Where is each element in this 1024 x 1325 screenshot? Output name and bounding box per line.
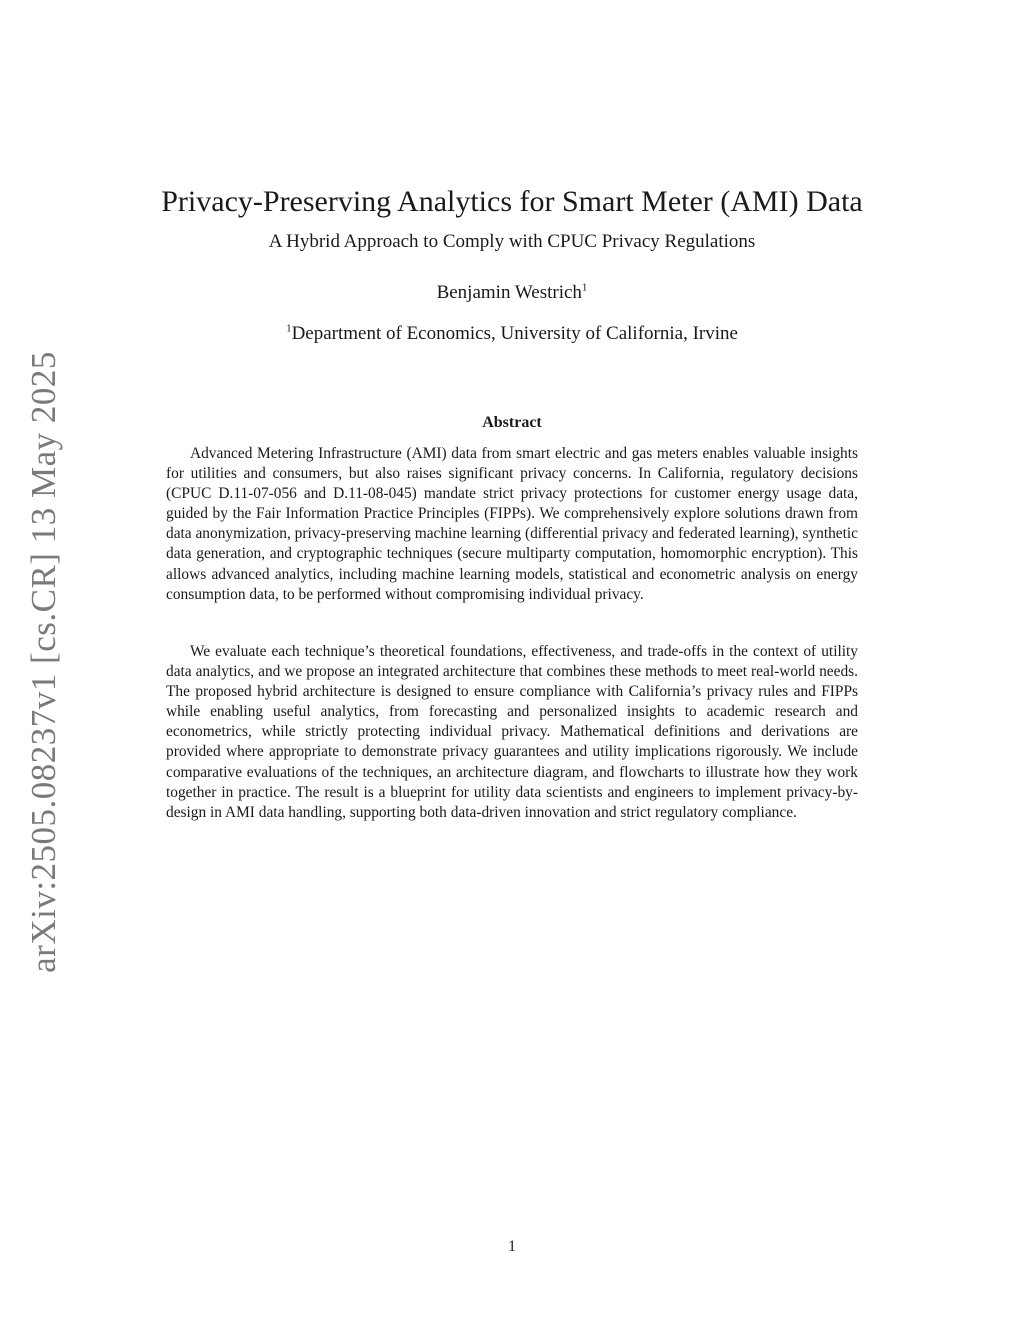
author-affiliation-mark: 1 xyxy=(581,281,588,294)
abstract-heading: Abstract xyxy=(482,414,542,431)
abstract-paragraph: We evaluate each technique’s theoretical foundations, effectiveness, and trade-offs in the context of utility data analytics, and we propose an integrated architecture that combines these methods to meet real-world needs. The proposed hybrid architecture is designed to ensure compliance with California’s privacy rules and FIPPs while enabling useful analytics, from forecasting and personalized insights to academic research and econometrics, while strictly protecting individual privacy. Mathematical definitions and derivations are provided where appropriate to demonstrate privacy guarantees and utility implications rigorously. We include comparative evaluations of the techniques, an architecture diagram, and flowcharts to illustrate how they work together in practice. The result is a blueprint for utility data scientists and engineers to implement privacy-by-design in AMI data handling, supporting both data-driven innovation and strict regulatory compliance. xyxy=(166,643,858,821)
affiliation-mark: 1 xyxy=(286,322,292,335)
affiliation-line xyxy=(0,322,1024,346)
abstract-paragraph: Advanced Metering Infrastructure (AMI) data from smart electric and gas meters enables valuable insights for utilities and consumers, but also raises significant privacy concerns. In California, regulatory decisions (CPUC D.11-07-056 and D.11-08-045) mandate strict privacy protections for customer energy usage data, guided by the Fair Information Practice Principles (FIPPs). We comprehensively explore solutions drawn from data anonymization, privacy-preserving machine learning (differential privacy and federated learning), synthetic data generation, and cryptographic techniques (secure multiparty computation, homomorphic encryption). This allows advanced analytics, including machine learning models, statistical and econometric analysis on energy consumption data, to be performed without compromising individual privacy. xyxy=(166,445,858,603)
page-number: 1 xyxy=(508,1238,516,1255)
paper-title: Privacy-Preserving Analytics for Smart Meter (AMI) Data xyxy=(161,185,863,218)
affiliation-text: Department of Economics, University of California, Irvine xyxy=(291,323,738,344)
arxiv-identifier-stamp: arXiv:2505.08237v1 [cs.CR] 13 May 2025 xyxy=(24,351,63,973)
author-name: Benjamin Westrich xyxy=(436,282,582,303)
paper-subtitle: A Hybrid Approach to Comply with CPUC Privacy Regulations xyxy=(268,231,756,252)
author-line xyxy=(0,281,1024,305)
